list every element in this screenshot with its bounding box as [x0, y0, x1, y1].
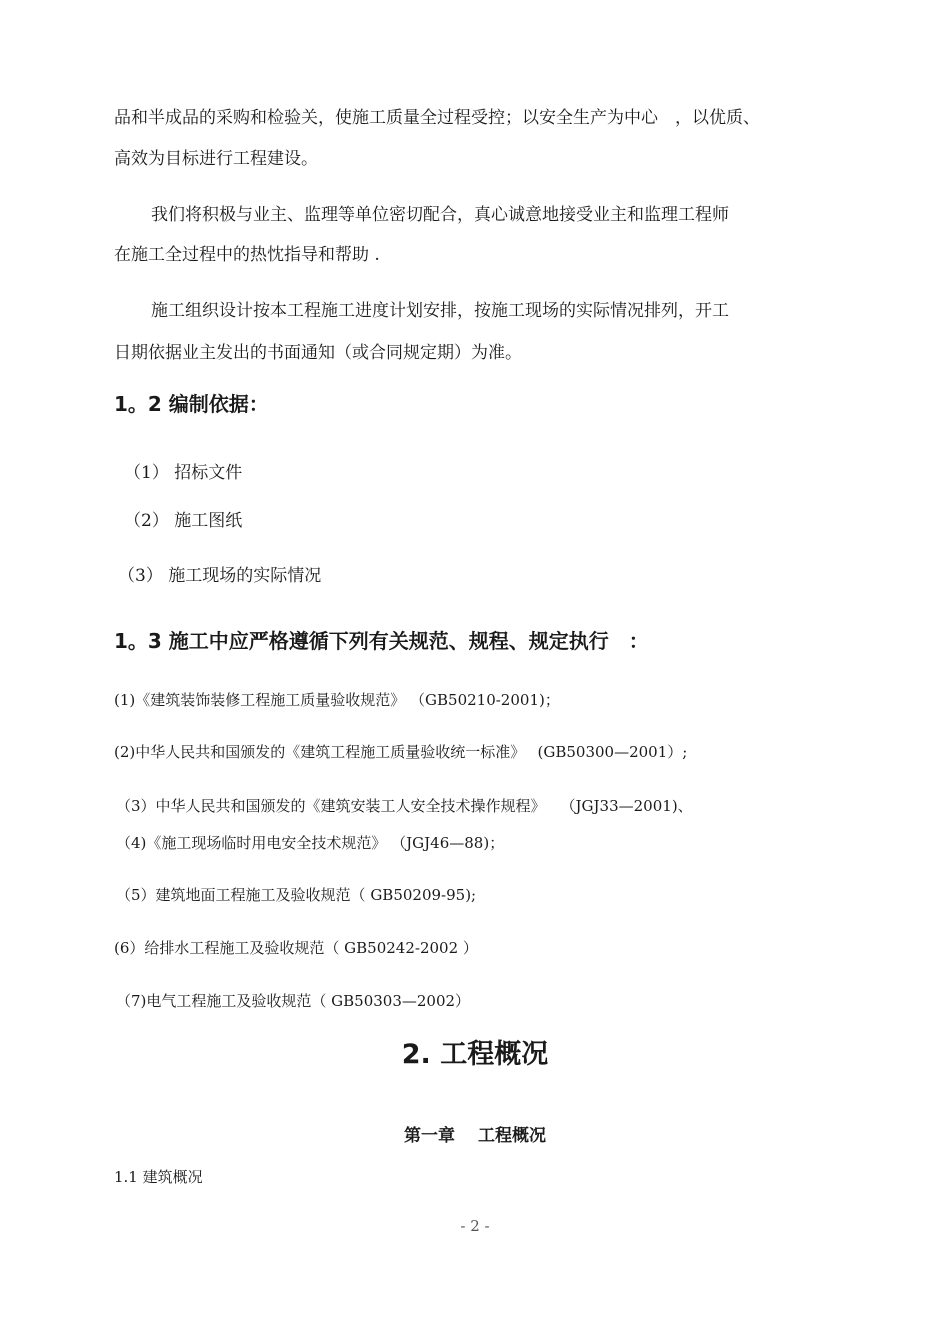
standard-item-2: (2)中华人民共和国颁发的《建筑工程施工质量验收统一标准》 (GB50300—2001）;: [114, 743, 688, 761]
intro-paragraph-2-line-1: 我们将积极与业主、监理等单位密切配合，真心诚意地接受业主和监理工程师: [151, 205, 729, 225]
section-1-2-heading: 1。2 编制依据：: [114, 392, 269, 416]
basis-item-1: （1） 招标文件: [124, 463, 243, 483]
standard-item-4: （4)《施工现场临时用电安全技术规范》 （JGJ46—88)；: [116, 834, 505, 852]
standard-item-3: （3）中华人民共和国颁发的《建筑安装工人安全技术操作规程》 （JGJ33—2001)、: [116, 797, 693, 815]
intro-paragraph-2-line-2: 在施工全过程中的热忱指导和帮助 .: [114, 245, 380, 265]
standard-item-5: （5）建筑地面工程施工及验收规范（ GB50209-95);: [116, 886, 477, 904]
standard-item-1: (1)《建筑装饰装修工程施工质量验收规范》 （GB50210-2001)；: [114, 691, 560, 709]
intro-paragraph-3-line-1: 施工组织设计按本工程施工进度计划安排，按施工现场的实际情况排列，开工: [151, 301, 729, 321]
section-1-3-heading: 1。3 施工中应严格遵循下列有关规范、规程、规定执行 ：: [114, 629, 649, 653]
basis-item-2: （2） 施工图纸: [124, 511, 243, 531]
basis-item-3: （3） 施工现场的实际情况: [118, 566, 322, 586]
page-number: - 2 -: [460, 1217, 490, 1235]
intro-paragraph-1-line-2: 高效为目标进行工程建设。: [114, 149, 318, 169]
chapter-title: 第一章 工程概况: [404, 1126, 546, 1146]
intro-paragraph-1-line-1: 品和半成品的采购和检验关，使施工质量全过程受控；以安全生产为中心 ，以优质、: [114, 108, 760, 128]
standard-item-6: (6）给排水工程施工及验收规范（ GB50242-2002 ）: [114, 939, 478, 957]
standard-item-7: （7)电气工程施工及验收规范（ GB50303—2002）: [116, 992, 471, 1010]
intro-paragraph-3-line-2: 日期依据业主发出的书面通知（或合同规定期）为准。: [114, 343, 522, 363]
subsection-heading: 1.1 建筑概况: [114, 1168, 203, 1186]
section-2-title: 2. 工程概况: [401, 1039, 549, 1070]
